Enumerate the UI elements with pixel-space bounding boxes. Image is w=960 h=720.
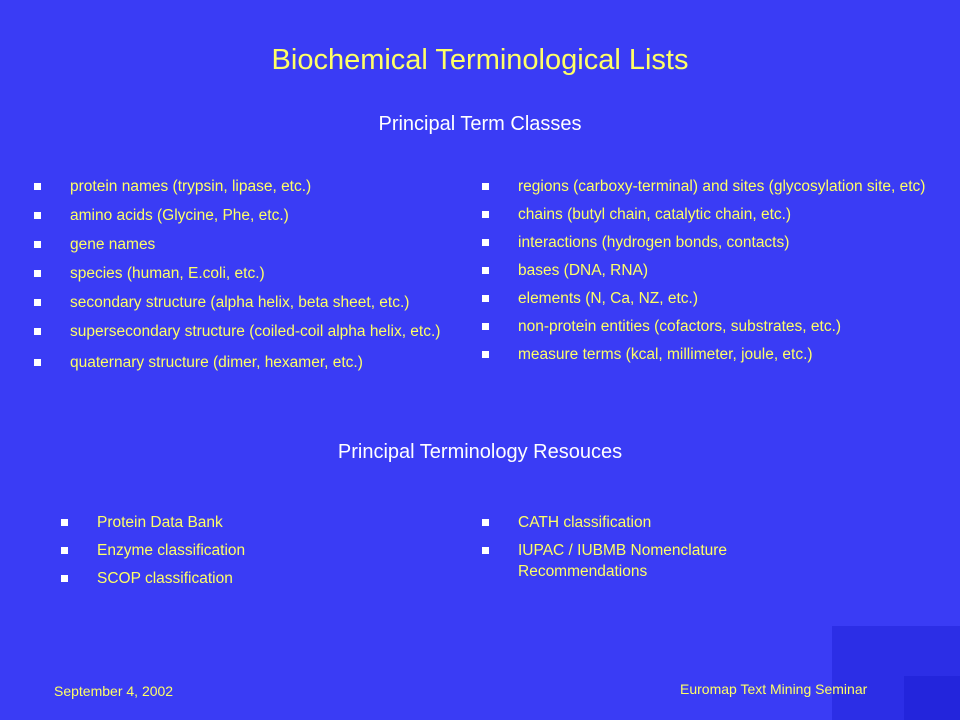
bullet-square-icon <box>61 575 68 582</box>
bullet-square-icon <box>34 299 41 306</box>
list-item-label: supersecondary structure (coiled-coil alpha helix, etc.) <box>70 323 441 340</box>
bullet-square-icon <box>482 239 489 246</box>
list-item <box>61 568 461 589</box>
footer-event: Euromap Text Mining Seminar <box>680 681 868 697</box>
corner-decoration-inner <box>904 676 960 720</box>
list-item-label: quaternary structure (dimer, hexamer, etc.) <box>70 354 363 371</box>
bullet-square-icon <box>482 351 489 358</box>
list-item-label: Protein Data Bank <box>97 514 223 531</box>
list-item <box>482 176 944 197</box>
list-item-label: CATH classification <box>518 514 652 531</box>
bullet-square-icon <box>482 519 489 526</box>
list-item <box>482 540 822 582</box>
list-item <box>34 205 480 226</box>
resources-left-list <box>61 512 461 596</box>
list-item <box>482 288 944 309</box>
list-item-label: Enzyme classification <box>97 542 246 559</box>
bullet-square-icon <box>482 295 489 302</box>
list-item <box>482 232 944 253</box>
list-item-label: species (human, E.coli, etc.) <box>70 265 265 282</box>
bullet-square-icon <box>482 267 489 274</box>
term-classes-right-list <box>482 176 944 372</box>
list-item <box>34 292 480 313</box>
list-item <box>34 176 480 197</box>
list-item <box>34 321 480 342</box>
footer-date: September 4, 2002 <box>54 683 174 699</box>
list-item <box>482 204 944 225</box>
bullet-square-icon <box>482 211 489 218</box>
list-item <box>482 316 944 337</box>
bullet-square-icon <box>34 359 41 366</box>
list-item <box>34 352 480 373</box>
bullet-square-icon <box>61 519 68 526</box>
bullet-square-icon <box>482 547 489 554</box>
bullet-square-icon <box>34 328 41 335</box>
resources-right-list <box>482 512 822 589</box>
term-classes-left-list <box>34 176 480 381</box>
list-item-label: secondary structure (alpha helix, beta sheet, etc.) <box>70 294 410 311</box>
bullet-square-icon <box>482 323 489 330</box>
bullet-square-icon <box>34 241 41 248</box>
list-item-label: amino acids (Glycine, Phe, etc.) <box>70 207 289 224</box>
list-item <box>61 512 461 533</box>
list-item-label: non-protein entities (cofactors, substrates, etc.) <box>518 318 842 335</box>
slide-title: Biochemical Terminological Lists <box>271 44 689 76</box>
bullet-square-icon <box>34 212 41 219</box>
list-item-label: gene names <box>70 236 156 253</box>
list-item-label: interactions (hydrogen bonds, contacts) <box>518 234 790 251</box>
list-item <box>482 344 944 365</box>
list-item <box>34 263 480 284</box>
bullet-square-icon <box>482 183 489 190</box>
list-item <box>61 540 461 561</box>
list-item-label: chains (butyl chain, catalytic chain, etc.) <box>518 206 792 223</box>
bullet-square-icon <box>34 270 41 277</box>
section-heading-terminology-resources: Principal Terminology Resouces <box>337 441 623 463</box>
section-heading-term-classes: Principal Term Classes <box>378 113 582 135</box>
list-item <box>482 260 944 281</box>
list-item <box>34 234 480 255</box>
list-item-label: SCOP classification <box>97 570 233 587</box>
list-item-label: regions (carboxy-terminal) and sites (glycosylation site, etc) <box>518 178 926 195</box>
list-item-label: bases (DNA, RNA) <box>518 262 649 279</box>
bullet-square-icon <box>34 183 41 190</box>
list-item-label: elements (N, Ca, NZ, etc.) <box>518 290 699 307</box>
list-item-label: IUPAC / IUBMB Nomenclature Recommendations <box>518 542 728 580</box>
list-item <box>482 512 822 533</box>
bullet-square-icon <box>61 547 68 554</box>
list-item-label: measure terms (kcal, millimeter, joule, etc.) <box>518 346 813 363</box>
list-item-label: protein names (trypsin, lipase, etc.) <box>70 178 312 195</box>
